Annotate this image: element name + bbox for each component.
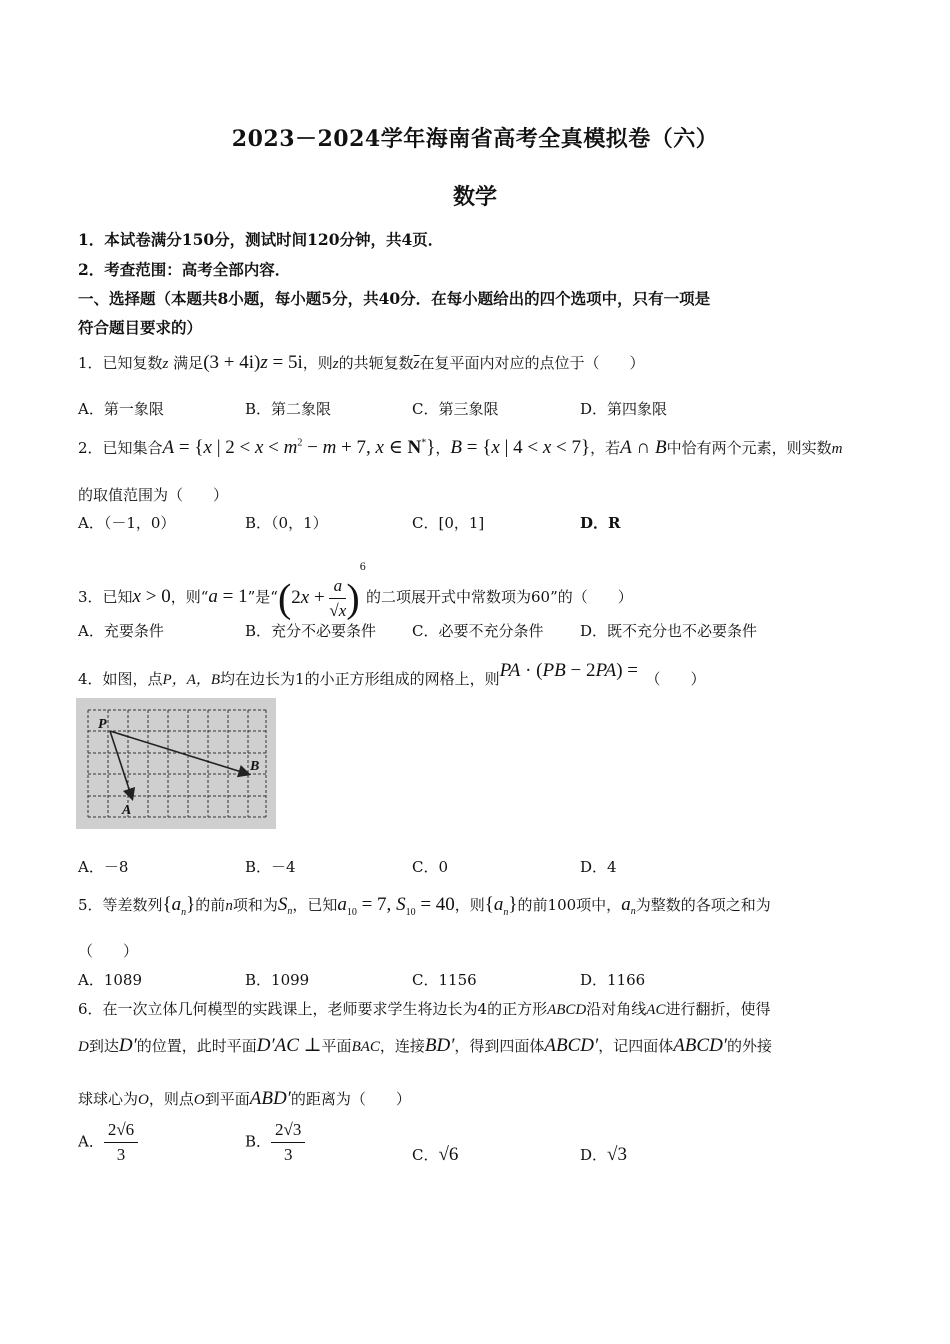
question-4: 4．如图，点P，A，B均在边长为1的小正方形组成的网格上，则PA · (PB − 2PA) = （ ）: [78, 660, 706, 688]
q5-option-d: D．1166: [580, 971, 646, 989]
page-title: 2023－2024学年海南省高考全真模拟卷（六）: [231, 126, 719, 152]
q3-option-a: A．充要条件: [78, 622, 164, 640]
question-3: 3．已知x > 0，则“a = 1”是“(2x + $\frac{a}{√x}$ )$^6$的二项展开式中常数项为60”的（ ）: [78, 562, 633, 621]
point-a-label: A: [122, 803, 132, 818]
point-p-label: P: [98, 717, 107, 732]
q3-option-b: B．充分不必要条件: [245, 622, 377, 640]
q5-option-b: B．1099: [245, 971, 310, 989]
q6-option-b: B． $\frac{2√3}{3}$: [245, 1118, 305, 1167]
grid-svg: [76, 698, 276, 829]
q1-option-c: C．第三象限: [412, 400, 499, 418]
point-b-label: B: [250, 759, 260, 774]
section-heading-line1: 一、选择题（本题共8小题，每小题5分，共40分．在每小题给出的四个选项中，只有一项是: [78, 289, 711, 308]
q5-option-c: C．1156: [412, 971, 477, 989]
note-2: 2．考查范围：高考全部内容．: [78, 260, 291, 279]
q6-option-a: A． $\frac{2√6}{3}$: [78, 1118, 138, 1167]
q1-option-b: B．第二象限: [245, 400, 332, 418]
subject-title: 数学: [452, 184, 497, 210]
q2-option-c: C．[0，1]: [412, 514, 485, 532]
q3-option-d: D．既不充分也不必要条件: [580, 622, 758, 640]
question-5: 5．等差数列$\{a_n\}$的前n项和为$S_n$，已知$a_{10} = 7$, $S_{10} = 40$，则$\{a_n\}$的前100项中，$a_n$为整数的各项之和为: [78, 894, 771, 918]
q4-option-d: D．4: [580, 858, 617, 876]
q1-option-a: A．第一象限: [78, 400, 164, 418]
question-6-line2: D到达D′的位置，此时平面D′AC ⊥平面BAC，连接BD′，得到四面体ABCD′，记四面体ABCD′的外接: [78, 1035, 772, 1056]
question-1: 1．已知复数z 满足(3 + 4i)z = 5i，则z的共轭复数$\overline{z}$在复平面内对应的点位于（ ）: [78, 352, 645, 373]
grid-figure: [76, 698, 276, 829]
question-6-line1: 6．在一次立体几何模型的实践课上，老师要求学生将边长为4的正方形ABCD沿对角线AC进行翻折，使得: [78, 1000, 771, 1018]
q5-option-a: A．1089: [78, 971, 143, 989]
q2-option-d: D．R: [580, 514, 621, 532]
question-6-line3: 球球心为O，则点O到平面ABD′的距离为（ ）: [78, 1088, 411, 1109]
q2-option-a: A．（－1，0）: [78, 514, 176, 532]
q1-option-d: D．第四象限: [580, 400, 668, 418]
q2-option-b: B．（0，1）: [245, 514, 328, 532]
q3-option-c: C．必要不充分条件: [412, 622, 544, 640]
question-2-cont: 的取值范围为（ ）: [78, 486, 229, 504]
question-5-cont: （ ）: [78, 942, 139, 960]
note-1: 1．本试卷满分150分，测试时间120分钟，共4页．: [78, 230, 444, 249]
q4-option-a: A．－8: [78, 858, 129, 876]
question-2: 2．已知集合A = {x | $2 < x < m^2 - m + 7$, x ∈ N*}，B = {x | 4 < x < 7}，若A ∩ B中恰有两个元素，则实数m: [78, 437, 843, 458]
q6-option-c: C．√6: [412, 1144, 459, 1165]
q4-option-b: B．－4: [245, 858, 296, 876]
q6-option-d: D．√3: [580, 1144, 627, 1165]
section-heading-line2: 符合题目要求的）: [78, 318, 203, 337]
q4-option-c: C．0: [412, 858, 449, 876]
